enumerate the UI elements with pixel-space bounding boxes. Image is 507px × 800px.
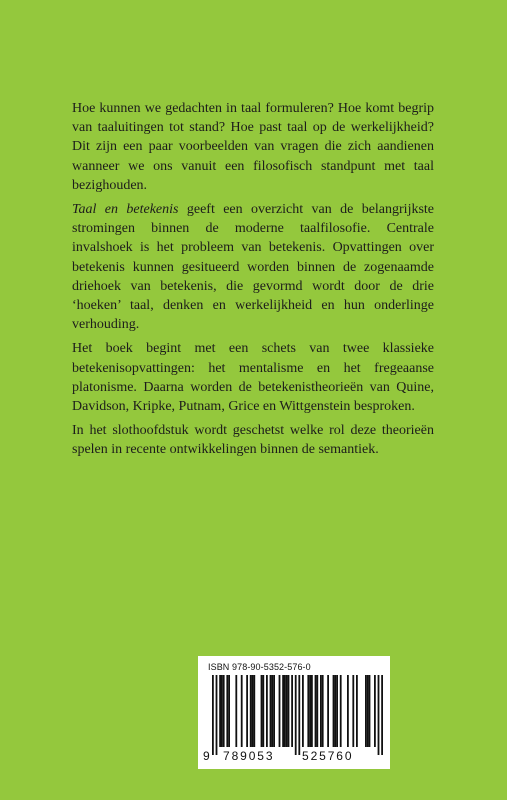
barcode-digit-first: 9 (203, 749, 212, 763)
barcode-bar (221, 675, 223, 747)
paragraph-contents: Het boek begint met een schets van twee klassieke betekenisopvattingen: het mentalisme en het fregeaanse platonisme. Daarna worden de betekenistheorieën van Quine, Davidson, Kripke, Putnam, Grice en Wittgenstein besproken. (72, 341, 434, 415)
barcode-bar (273, 675, 275, 747)
barcode-bar (226, 675, 228, 747)
barcode-bar (347, 675, 349, 747)
barcode-bar (316, 675, 318, 747)
barcode-bar (356, 675, 358, 747)
paragraph-conclusion: In het slothoofdstuk wordt geschetst welke rol deze theorieën spelen in recente ontwikkelingen binnen de semantiek. (72, 423, 434, 458)
paragraph-overview (72, 200, 434, 334)
barcode-bar (266, 675, 268, 747)
barcode-bar (241, 675, 243, 747)
barcode-digits (198, 749, 390, 765)
barcode-bar (246, 675, 248, 747)
barcode-bar (322, 675, 324, 747)
book-title: Taal en betekenis (72, 202, 179, 218)
isbn-label: ISBN 978-90-5352-576-0 (208, 662, 311, 672)
paragraph-overview-text: geeft een overzicht van de belangrijkste stromingen binnen de moderne taalfilosofie. Centrale invalshoek is het probleem van betekenis. Opvattingen over betekenis kunnen gesitueerd worden binnen de zogenaamde driehoek van betekenis, die gevormd wordt door de drie ‘hoeken’ taal, denken en werkelijkheid en hun onderlinge verhouding. (72, 202, 435, 333)
barcode-bar (311, 675, 313, 747)
barcode-bar (369, 675, 371, 747)
barcode-bar (327, 675, 329, 747)
barcode-bar (307, 675, 309, 747)
barcode-bar (298, 675, 300, 755)
barcode-bar (302, 675, 304, 747)
barcode-bar (352, 675, 354, 747)
barcode-digits-left: 789053 (223, 749, 275, 763)
barcode-bar (253, 675, 255, 747)
barcode-bar (374, 675, 376, 747)
barcode-bar (336, 675, 338, 747)
barcode-bar (235, 675, 237, 747)
barcode-bar (279, 675, 281, 747)
barcode-bar (250, 675, 252, 747)
barcode-panel (198, 656, 390, 769)
barcode-bar (252, 675, 254, 747)
barcode-bar (212, 675, 214, 755)
barcode-bar (333, 675, 335, 747)
barcode-bar (334, 675, 336, 747)
barcode-bar (284, 675, 286, 747)
barcode-bar (282, 675, 284, 747)
barcode-bar (378, 675, 380, 755)
barcode-bar (286, 675, 288, 747)
barcode-bar (295, 675, 297, 755)
back-cover-text (72, 99, 434, 465)
barcode-bar (261, 675, 263, 747)
barcode-bar (219, 675, 221, 747)
barcode-bar (288, 675, 290, 747)
barcode-bar (315, 675, 317, 747)
barcode-bar (320, 675, 322, 747)
barcode-bar (291, 675, 293, 747)
barcode-bar (223, 675, 225, 747)
barcode-bar (270, 675, 272, 747)
barcode-bar (365, 675, 367, 747)
barcode-digits-right: 525760 (302, 749, 354, 763)
barcode-bar (340, 675, 342, 747)
barcode-bar (271, 675, 273, 747)
barcode-bar (309, 675, 311, 747)
barcode-bar (216, 675, 218, 755)
paragraph-intro: Hoe kunnen we gedachten in taal formuleren? Hoe komt begrip van taaluitingen tot stand? Hoe past taal op de werkelijkheid? Dit zijn een paar voorbeelden van vragen die zich aandienen wanneer we ons vanuit een filosofisch standpunt met taal bezighouden. (72, 101, 434, 193)
barcode-bar (262, 675, 264, 747)
barcode-bar (367, 675, 369, 747)
barcode-bar (228, 675, 230, 747)
barcode-bar (381, 675, 383, 755)
